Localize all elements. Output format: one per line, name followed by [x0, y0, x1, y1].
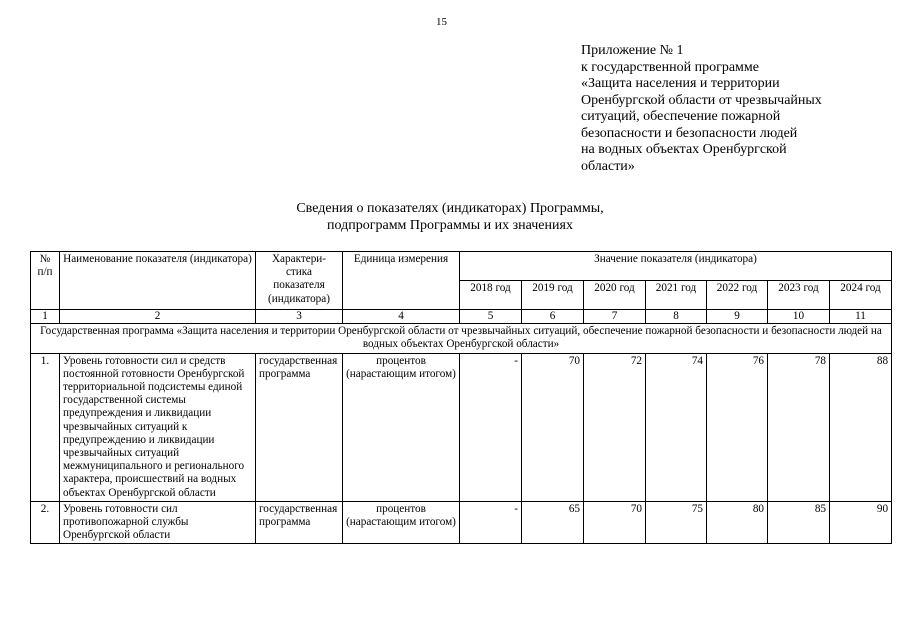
- page-number: 15: [436, 16, 447, 28]
- column-index-row: [31, 310, 892, 324]
- column-index: 2: [60, 310, 256, 324]
- indicator-name: Уровень готовности сил и средств постоянной готовности Оренбургской территориальной подсистемы единой государственной системы предупреждения и ликвидации чрезвычайных ситуаций к предупреждению и ликвидации чрезвычайных ситуаций межмуниципального и регионального характера, происшествий на водных объектах Оренбургской области: [60, 353, 256, 501]
- indicator-value: 70: [522, 353, 584, 501]
- indicator-name: Уровень готовности сил противопожарной службы Оренбургской области: [60, 501, 256, 544]
- column-index: 10: [768, 310, 830, 324]
- appendix-note: [581, 43, 881, 175]
- row-number: 2.: [31, 501, 60, 544]
- appendix-line: Приложение № 1: [581, 43, 684, 58]
- indicator-value: -: [460, 353, 522, 501]
- header-year: 2022 год: [707, 281, 768, 310]
- header-row-1: [31, 252, 892, 281]
- indicators-table: [30, 251, 892, 544]
- indicator-value: 65: [522, 501, 584, 544]
- section-title: Государственная программа «Защита населения и территории Оренбургской области от чрезвычайных ситуаций, обеспечение пожарной безопасности и безопасности людей на водных объектах Оренбургской области»: [31, 324, 892, 353]
- table-row: [31, 501, 892, 544]
- row-number: 1.: [31, 353, 60, 501]
- appendix-line: Оренбургской области от чрезвычайных: [581, 92, 822, 108]
- indicator-value: 85: [768, 501, 830, 544]
- column-index: 9: [707, 310, 768, 324]
- indicator-value: -: [460, 501, 522, 544]
- header-year: 2021 год: [646, 281, 707, 310]
- title-line-2: подпрограмм Программы и их значениях: [327, 218, 573, 233]
- header-num: № п/п: [31, 252, 60, 310]
- header-characteristic: Характери-стика показателя (индикатора): [256, 252, 343, 310]
- header-year: 2019 год: [522, 281, 584, 310]
- indicator-characteristic: государственная программа: [256, 501, 343, 544]
- column-index: 1: [31, 310, 60, 324]
- table-row: [31, 353, 892, 501]
- column-index: 3: [256, 310, 343, 324]
- column-index: 4: [343, 310, 460, 324]
- header-year: 2020 год: [584, 281, 646, 310]
- header-year: 2024 год: [830, 281, 892, 310]
- document-title: [170, 200, 730, 234]
- appendix-line: области»: [581, 158, 635, 174]
- header-year: 2018 год: [460, 281, 522, 310]
- column-index: 6: [522, 310, 584, 324]
- indicator-value: 90: [830, 501, 892, 544]
- section-row: [31, 324, 892, 353]
- indicator-value: 80: [707, 501, 768, 544]
- header-name: Наименование показателя (индикатора): [60, 252, 256, 310]
- indicator-value: 72: [584, 353, 646, 501]
- indicator-value: 74: [646, 353, 707, 501]
- appendix-line: «Защита населения и территории: [581, 76, 780, 91]
- header-unit: Единица измерения: [343, 252, 460, 310]
- header-values: Значение показателя (индикатора): [460, 252, 892, 281]
- column-index: 11: [830, 310, 892, 324]
- column-index: 8: [646, 310, 707, 324]
- title-line-1: Сведения о показателях (индикаторах) Программы,: [296, 201, 604, 216]
- indicator-value: 76: [707, 353, 768, 501]
- header-year: 2023 год: [768, 281, 830, 310]
- column-index: 7: [584, 310, 646, 324]
- indicator-unit: процентов (нарастающим итогом): [343, 501, 460, 544]
- appendix-line: к государственной программе: [581, 59, 759, 75]
- indicator-value: 88: [830, 353, 892, 501]
- appendix-line: безопасности и безопасности людей: [581, 125, 798, 141]
- indicator-value: 75: [646, 501, 707, 544]
- indicator-value: 78: [768, 353, 830, 501]
- indicator-characteristic: государственная программа: [256, 353, 343, 501]
- appendix-line: на водных объектах Оренбургской: [581, 142, 787, 157]
- indicator-unit: процентов (нарастающим итогом): [343, 353, 460, 501]
- indicator-value: 70: [584, 501, 646, 544]
- column-index: 5: [460, 310, 522, 324]
- appendix-line: ситуаций, обеспечение пожарной: [581, 109, 781, 124]
